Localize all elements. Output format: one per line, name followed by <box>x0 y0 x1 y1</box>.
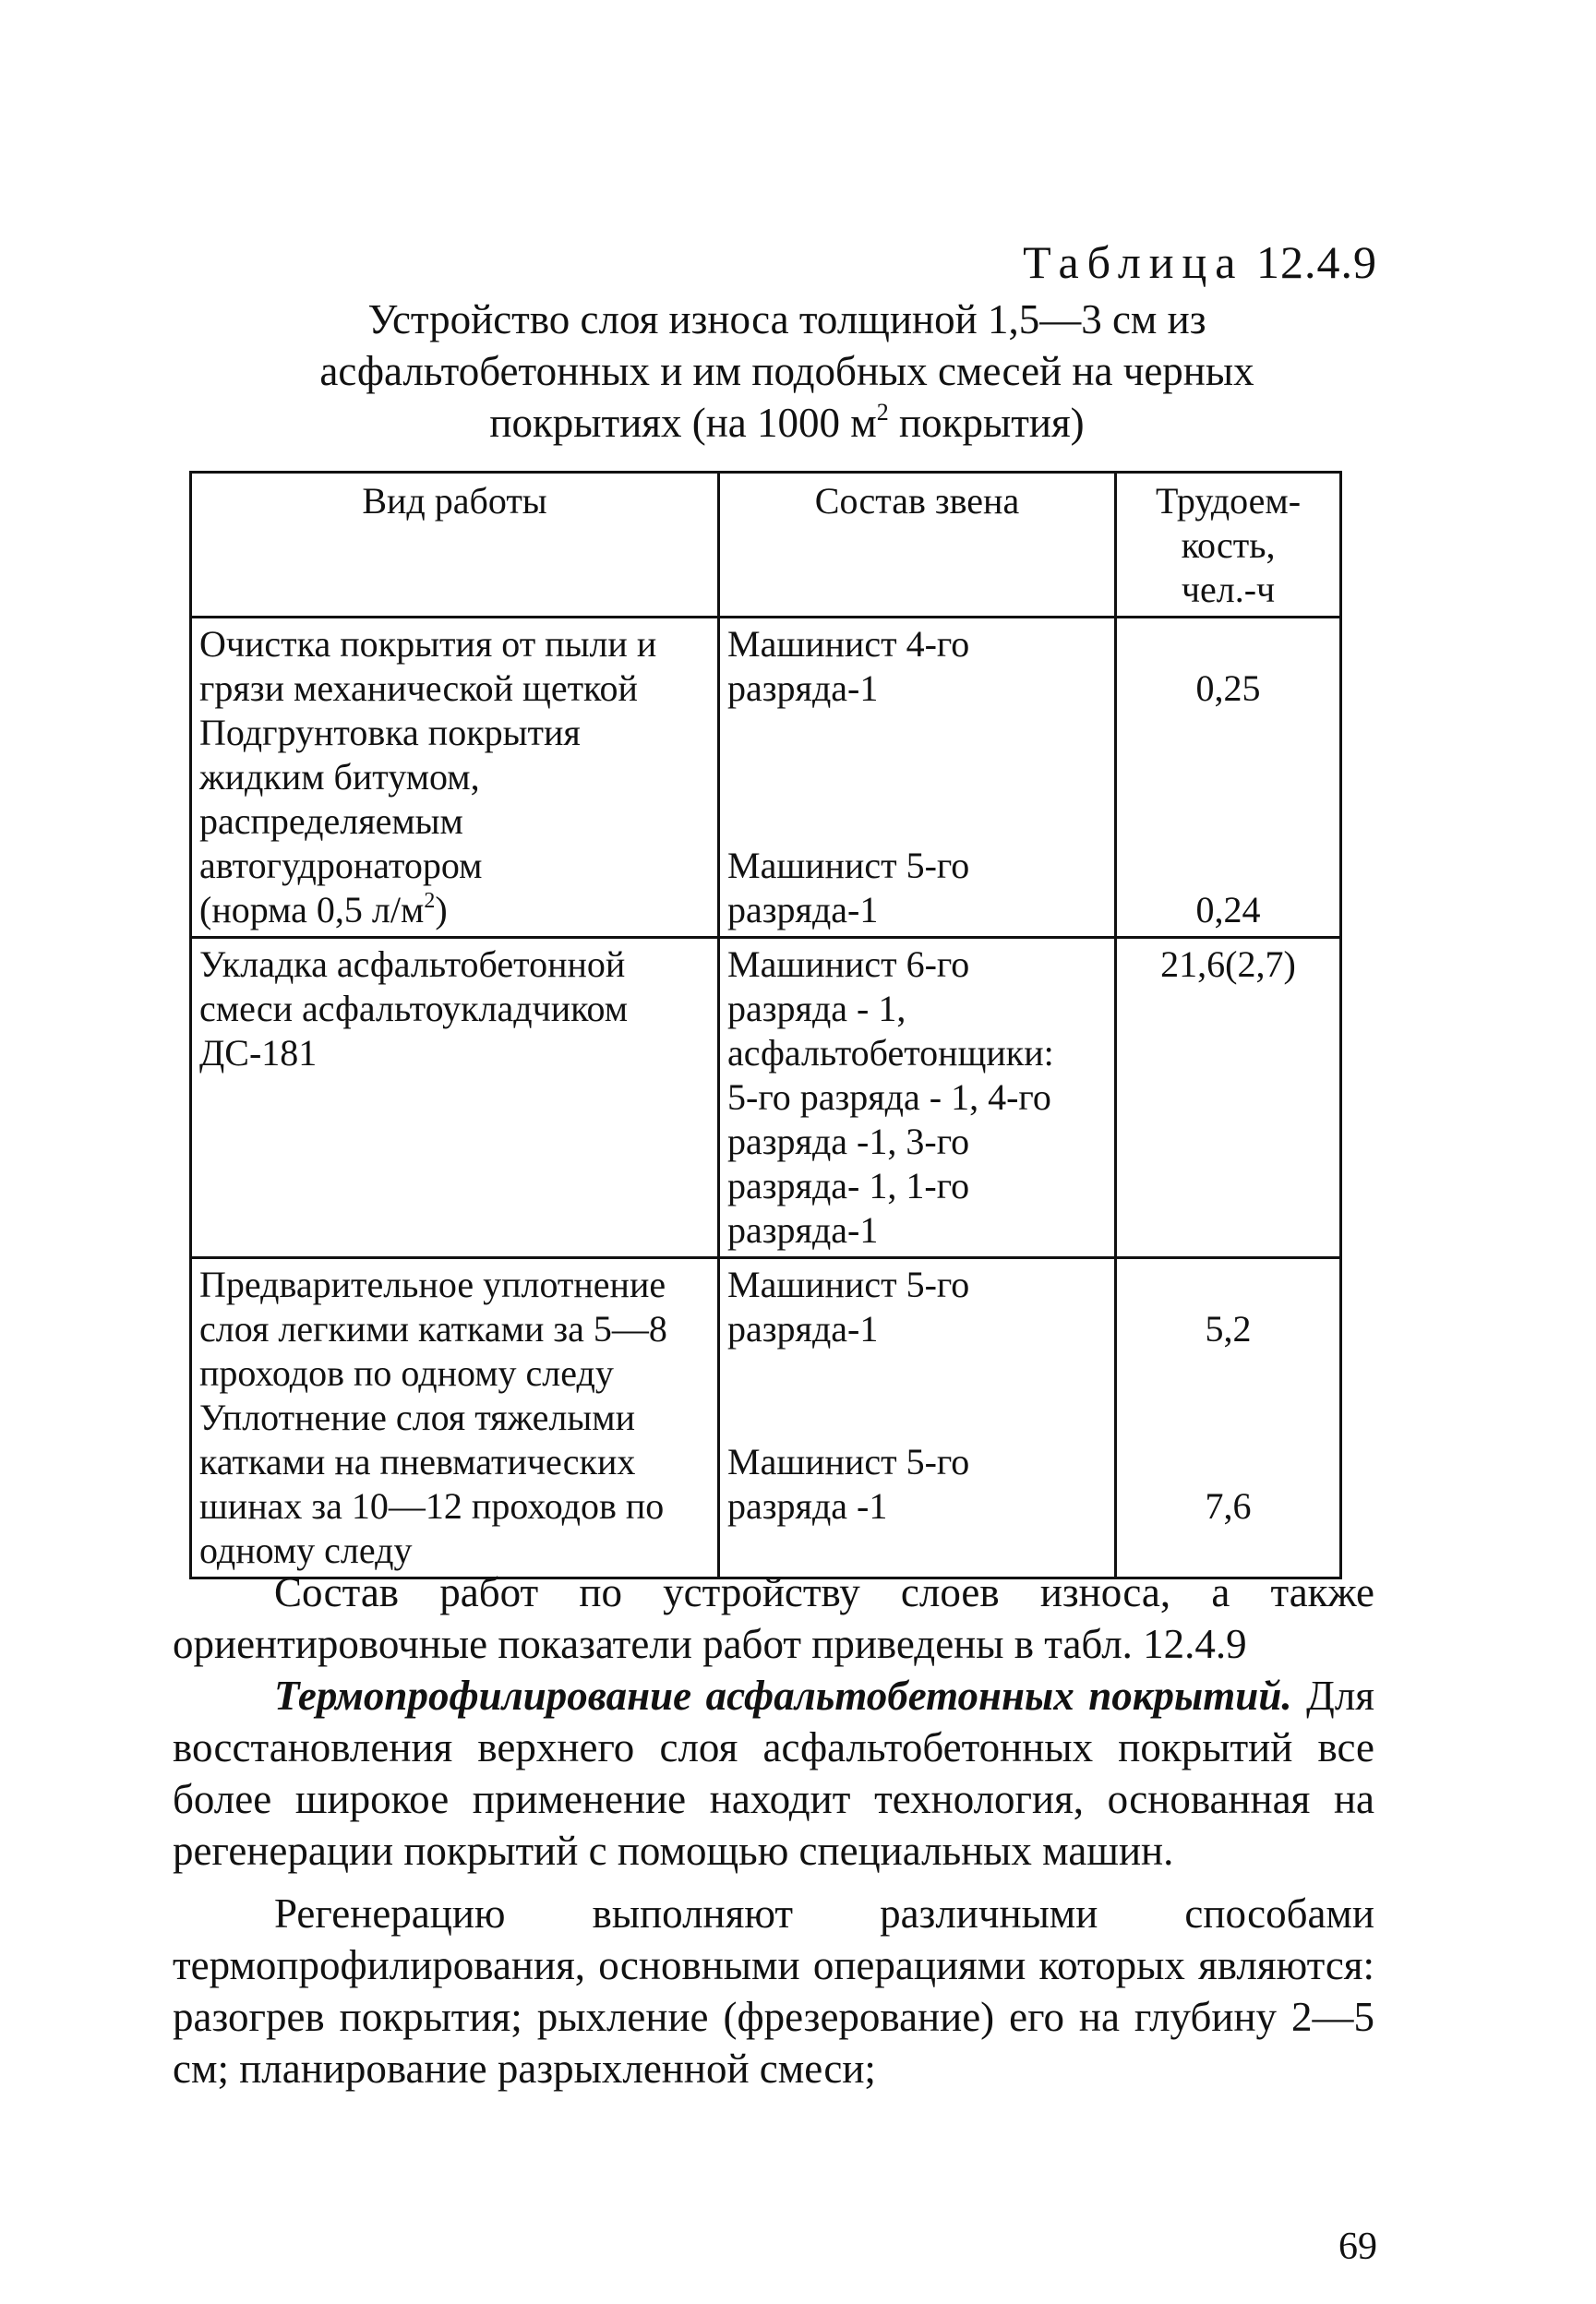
crew-cell <box>719 618 1116 938</box>
crew-line <box>727 1351 1107 1396</box>
crew-line: Машинист 5-го <box>727 1441 970 1482</box>
work-type-cell <box>191 938 719 1258</box>
labor-value: 7,6 <box>1205 1485 1252 1527</box>
page-number: 69 <box>1338 2226 1377 2268</box>
caption-line-3-sup: 2 <box>876 399 889 426</box>
labor-cell <box>1116 1258 1341 1578</box>
labor-value: 0,25 <box>1195 667 1261 709</box>
work-line: одному следу <box>199 1530 413 1571</box>
table-caption <box>189 294 1385 449</box>
header-crew: Состав звена <box>719 473 1116 618</box>
work-line-sup: 2 <box>424 889 436 913</box>
labor-line <box>1124 1263 1332 1307</box>
body-text <box>173 1566 1374 2094</box>
table-row <box>191 1258 1341 1578</box>
work-line: шинах за 10—12 проходов по <box>199 1485 665 1527</box>
table-row <box>191 938 1341 1258</box>
labor-value: 21,6(2,7) <box>1160 943 1296 985</box>
labor-line <box>1124 1396 1332 1440</box>
work-type-cell <box>191 618 719 938</box>
crew-line <box>727 755 1107 799</box>
crew-line <box>727 711 1107 755</box>
section-heading-inline: Термопрофилирование асфальтобетонных покрытий. <box>274 1673 1292 1719</box>
paragraph-table-reference: Состав работ по устройству слоев износа, а также ориентировочные показатели работ приведены в табл. 12.4.9 <box>173 1569 1374 1667</box>
labor-value: 0,24 <box>1195 889 1261 930</box>
work-line: грязи механической щеткой <box>199 667 638 709</box>
work-line-after: ) <box>435 889 448 930</box>
table-header-row <box>191 473 1341 618</box>
crew-line: разряда - 1, <box>727 988 906 1029</box>
paragraph-thermoprofiling <box>173 1670 1374 1877</box>
header-work-type: Вид работы <box>191 473 719 618</box>
work-line: автогудронатором <box>199 845 483 886</box>
table-row <box>191 618 1341 938</box>
table-label <box>1023 235 1377 289</box>
labor-line <box>1124 622 1332 666</box>
labor-cell <box>1116 618 1341 938</box>
header-labor-line: кость, <box>1181 524 1276 566</box>
crew-line: разряда-1 <box>727 667 879 709</box>
work-line: Очистка покрытия от пыли и <box>199 623 657 665</box>
work-line: Укладка асфальтобетонной <box>199 943 626 985</box>
caption-line-3-before: покрытиях (на 1000 м <box>489 400 877 446</box>
caption-line-3-after: покрытия) <box>888 400 1085 446</box>
work-line: Подгрунтовка покрытия <box>199 712 581 753</box>
labor-line <box>1124 1440 1332 1484</box>
crew-line <box>727 799 1107 844</box>
work-type-cell <box>191 1258 719 1578</box>
labor-line <box>1124 799 1332 844</box>
crew-line: Машинист 5-го <box>727 845 970 886</box>
crew-line: разряда -1, 3-го <box>727 1121 970 1162</box>
header-labor <box>1116 473 1341 618</box>
crew-line: разряда -1 <box>727 1485 888 1527</box>
labor-line <box>1124 1351 1332 1396</box>
labor-value: 5,2 <box>1205 1308 1252 1350</box>
work-line: слоя легкими катками за 5—8 <box>199 1308 667 1350</box>
crew-cell <box>719 938 1116 1258</box>
crew-line: Машинист 5-го <box>727 1264 970 1305</box>
crew-line: разряда- 1, 1-го <box>727 1165 970 1206</box>
labor-line <box>1124 755 1332 799</box>
header-labor-line: чел.-ч <box>1181 569 1276 610</box>
crew-line: 5-го разряда - 1, 4-го <box>727 1076 1051 1118</box>
work-line: Предварительное уплотнение <box>199 1264 666 1305</box>
crew-line: разряда-1 <box>727 889 879 930</box>
work-line-before: (норма 0,5 л/м <box>199 889 425 930</box>
labor-norms-table <box>189 471 1342 1579</box>
paragraph-thermoprofiling-text: Для восстановления верхнего слоя асфальтобетонных покрытий все более широкое применение находит технология, основанная на регенерации покрытий с помощью специальных машин. <box>173 1673 1374 1874</box>
table-label-number: 12.4.9 <box>1256 236 1377 288</box>
crew-line: Машинист 6-го <box>727 943 970 985</box>
crew-line: асфальтобетонщики: <box>727 1032 1054 1074</box>
crew-line: Машинист 4-го <box>727 623 970 665</box>
paragraph-regeneration: Регенерацию выполняют различными способами термопрофилирования, основными операциями которых являются: разогрев покрытия; рыхление (фрезерование) его на глубину 2—5 см; планирование разрыхленной смеси; <box>173 1890 1374 2092</box>
work-line: ДС-181 <box>199 1032 318 1074</box>
work-line: распределяемым <box>199 800 463 842</box>
work-line: катками на пневматических <box>199 1441 636 1482</box>
labor-cell <box>1116 938 1341 1258</box>
work-line: жидким битумом, <box>199 756 480 798</box>
caption-line-3 <box>189 397 1385 449</box>
work-line: проходов по одному следу <box>199 1352 614 1394</box>
caption-line-2: асфальтобетонных и им подобных смесей на черных <box>319 348 1254 394</box>
work-line <box>199 888 710 932</box>
work-line: смеси асфальтоукладчиком <box>199 988 629 1029</box>
labor-line <box>1124 844 1332 888</box>
work-line: Уплотнение слоя тяжелыми <box>199 1397 635 1438</box>
header-labor-line: Трудоем- <box>1155 480 1302 522</box>
labor-line <box>1124 711 1332 755</box>
crew-line: разряда-1 <box>727 1209 879 1251</box>
crew-line: разряда-1 <box>727 1308 879 1350</box>
table-label-word: Таблица <box>1023 236 1244 288</box>
caption-line-1: Устройство слоя износа толщиной 1,5—3 см из <box>367 296 1206 342</box>
crew-line <box>727 1396 1107 1440</box>
crew-cell <box>719 1258 1116 1578</box>
